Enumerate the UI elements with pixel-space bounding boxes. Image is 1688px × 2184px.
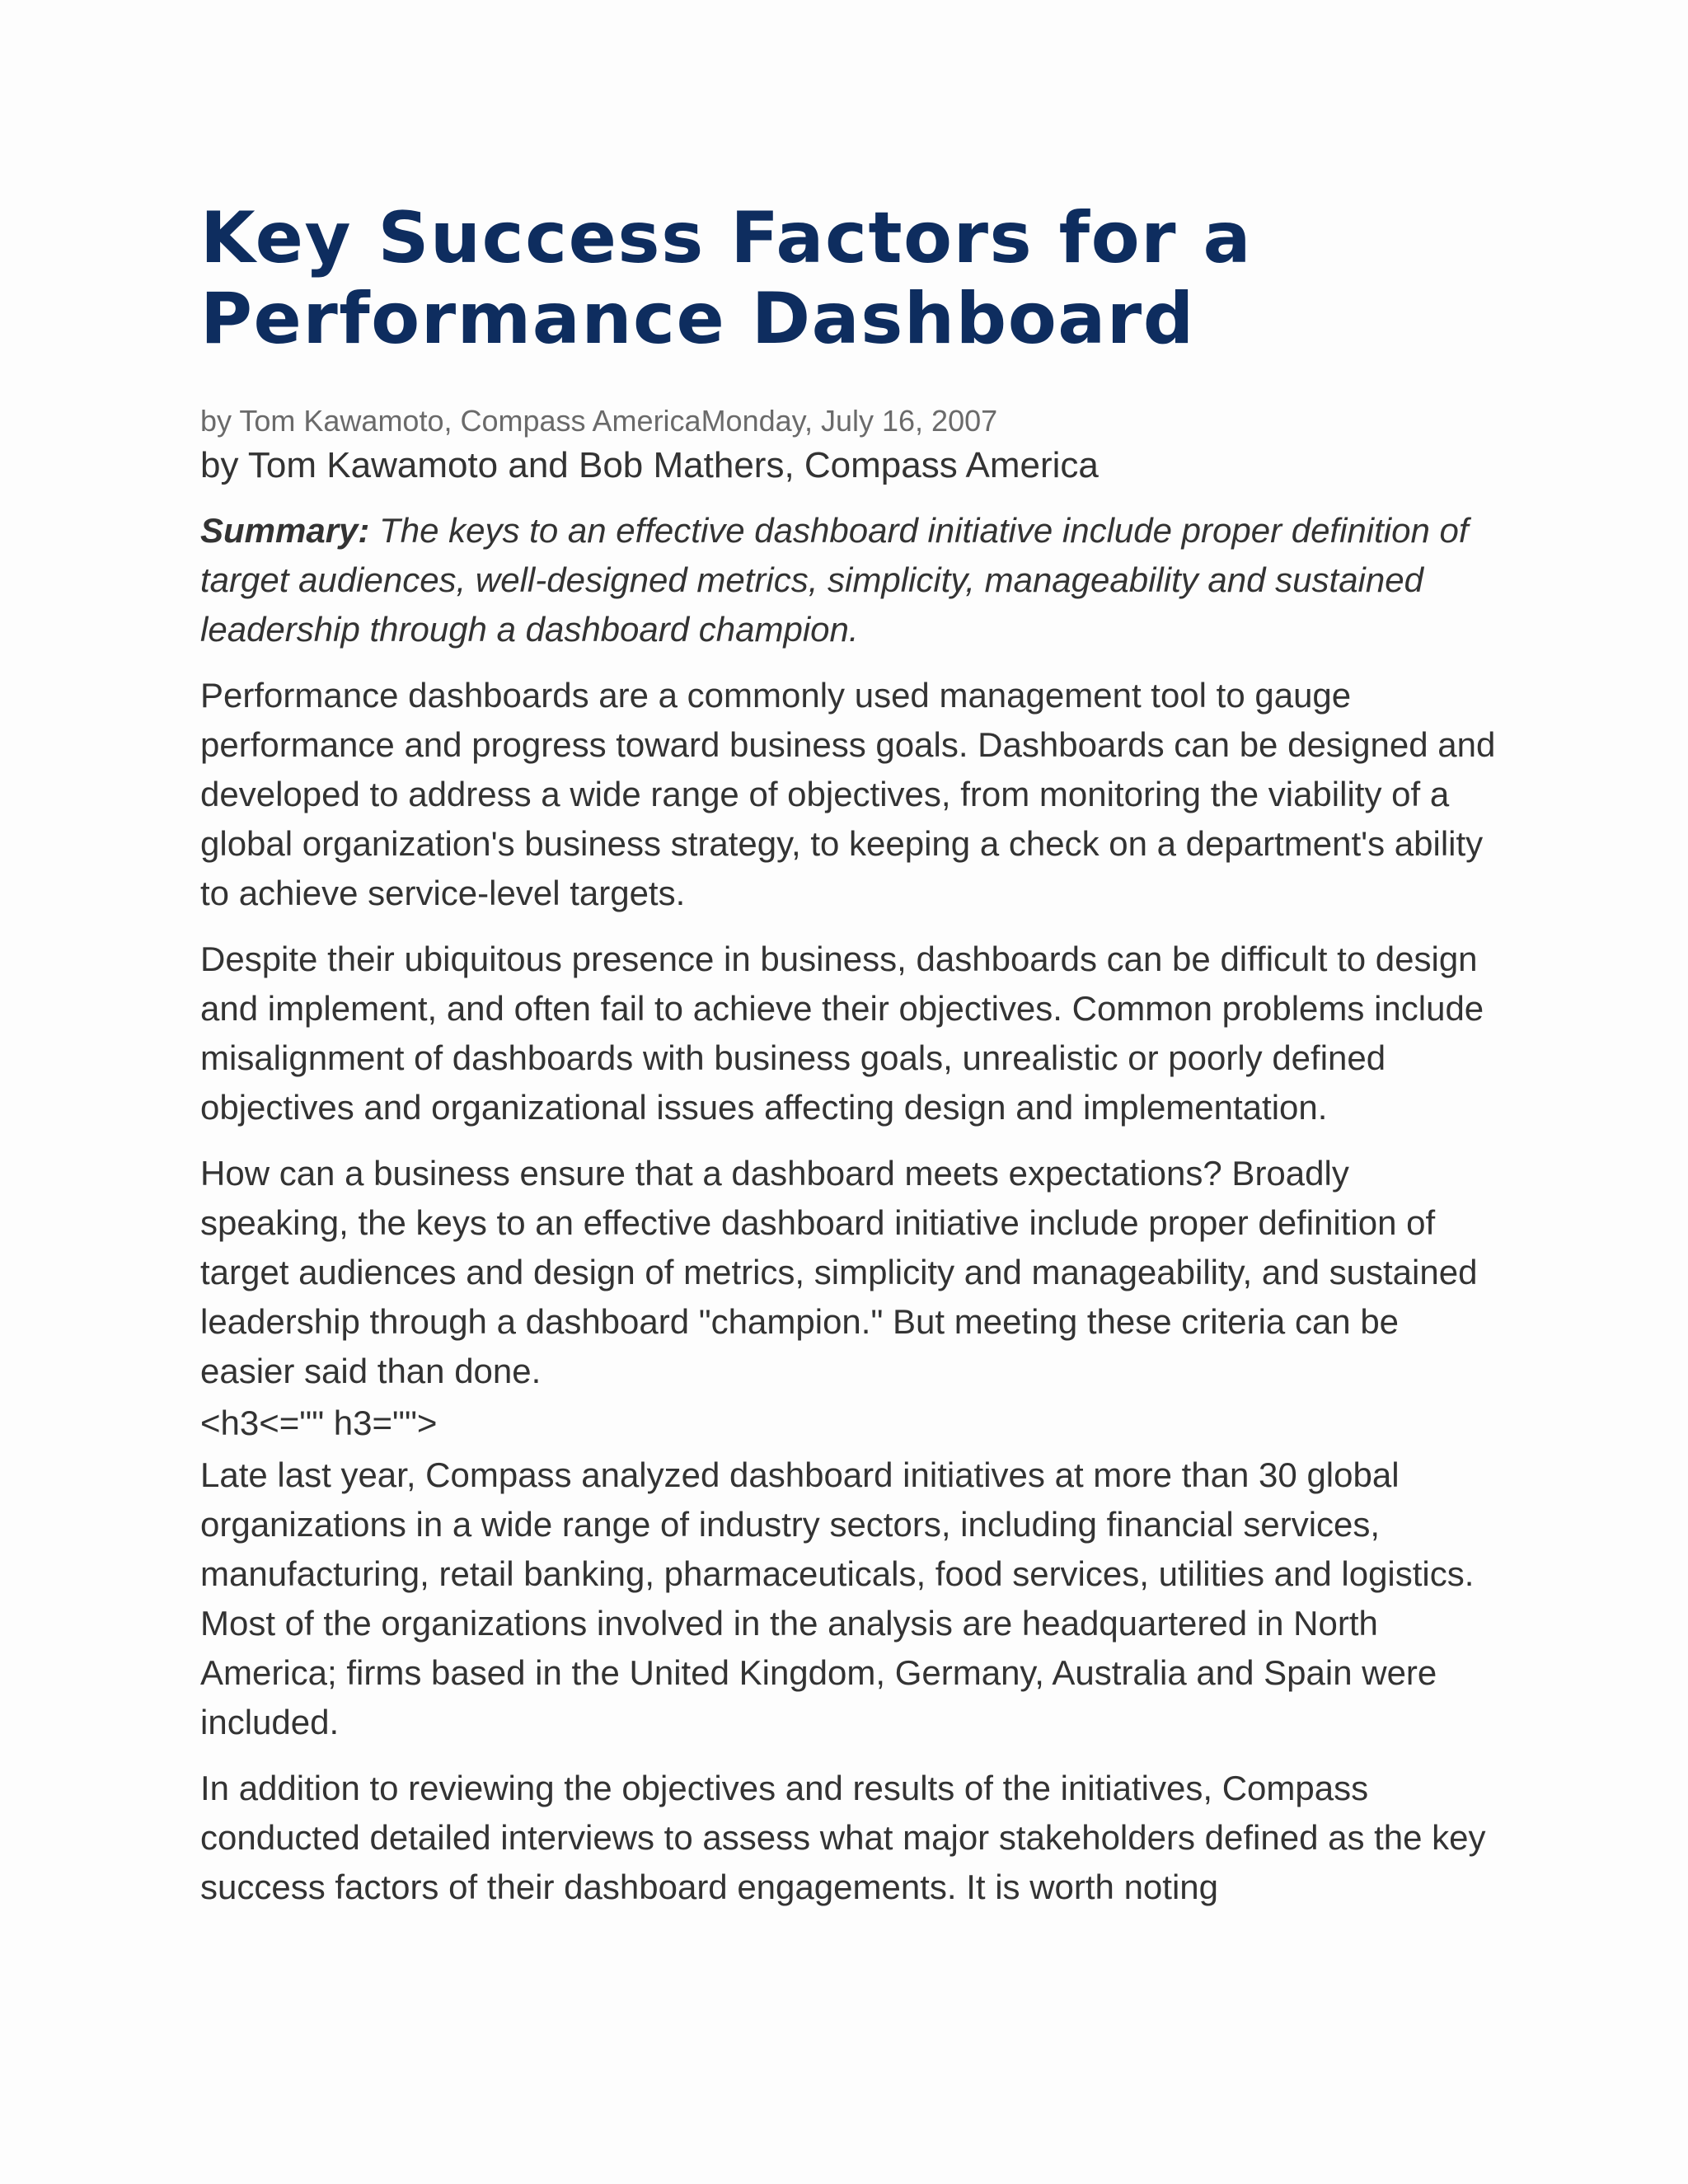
article-title-line-1: Key Success Factors for a [200,197,1253,279]
article-title-line-2: Performance Dashboard [200,278,1195,360]
paragraph-4: Late last year, Compass analyzed dashboard initiatives at more than 30 global organizations in a wide range of industry sectors, including financial services, manufacturing, retail banking, pharmaceuticals, food services, utilities and logistics. Most of the organizations involved in the analysis are headquartered in North America; firms based in the United Kingdom, Germany, Australia and Spain were included. [200,1455,1475,1741]
paragraph-2: Despite their ubiquitous presence in business, dashboards can be difficult to design and implement, and often fail to achieve their objectives. Common problems include misalignment of dashboards with business goals, unrealistic or poorly defined objectives and organizational issues affecting design and implementation. [200,940,1484,1127]
paragraph-5: In addition to reviewing the objectives and results of the initiatives, Compass conducted detailed interviews to assess what major stakeholders defined as the key success factors of their dashboard engagements. It is worth noting [200,1769,1486,1906]
summary-label: Summary: [200,511,370,550]
stray-markup-text: <h3<="" h3=""> [200,1404,438,1442]
article-title [200,198,1503,359]
byline-meta: by Tom Kawamoto, Compass AmericaMonday, July 16, 2007 [200,404,998,438]
article-summary [200,506,1503,654]
summary-text: The keys to an effective dashboard initiative include proper definition of target audiences, well-designed metrics, simplicity, manageability and sustained leadership through a dashboard champion. [200,511,1469,649]
byline-authors: by Tom Kawamoto and Bob Mathers, Compass America [200,445,1099,485]
article-body [200,198,1503,1912]
paragraph-3: How can a business ensure that a dashboard meets expectations? Broadly speaking, the keys to an effective dashboard initiative include proper definition of target audiences and design of metrics, simplicity and manageability, and sustained leadership through a dashboard "champion." But meeting these criteria can be easier said than done. [200,1154,1478,1390]
paragraph-1: Performance dashboards are a commonly used management tool to gauge performance and progress toward business goals. Dashboards can be designed and developed to address a wide range of objectives, from monitoring the viability of a global organization's business strategy, to keeping a check on a department's ability to achieve service-level targets. [200,676,1496,912]
